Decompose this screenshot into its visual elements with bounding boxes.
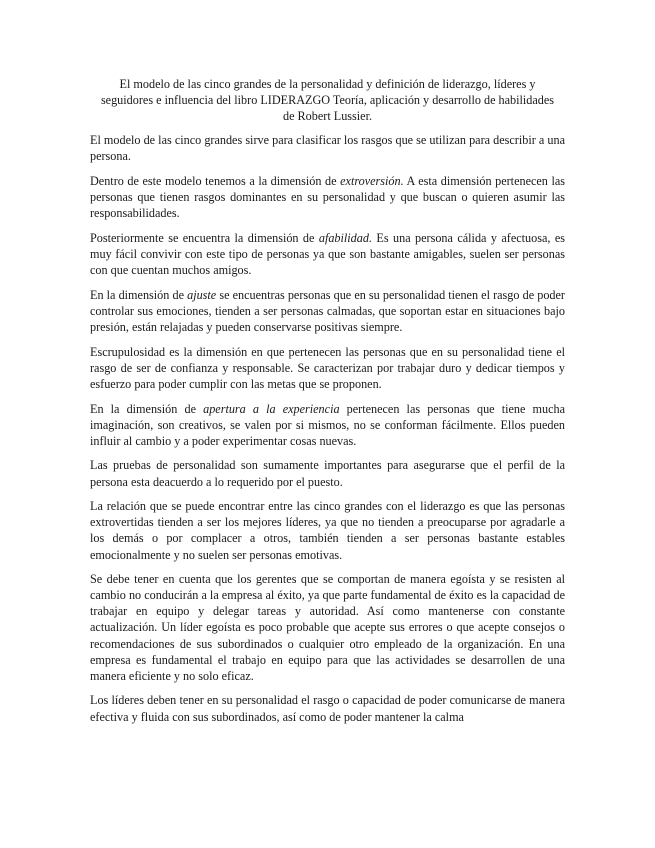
paragraph-9 xyxy=(90,571,565,684)
paragraph-6-text-end: pertenecen las personas que tiene mucha imaginación, son creativos, se valen por si mismos, no se conforman fácilmente. Ellos pueden influir al cambio y a poder experimentar cosas nuevas. xyxy=(90,401,565,448)
paragraph-3 xyxy=(90,230,565,278)
paragraph-10 xyxy=(90,692,565,724)
paragraph-7 xyxy=(90,457,565,489)
paragraph-4-emphasis: ajuste xyxy=(187,287,217,302)
paragraph-4-text-end: se encuentras personas que en su personalidad tienen el rasgo de poder controlar sus emociones, tienden a ser personas calmadas, que soportan estar en situaciones bajo presión, están relajadas y pueden conservarse positivas siempre. xyxy=(90,287,565,334)
paragraph-9-text: Se debe tener en cuenta que los gerentes que se comportan de manera egoísta y se resisten al cambio no conducirán a la empresa al éxito, ya que parte fundamental de éxito es la capacidad de trabajar en equipo y delegar tareas y autoridad. Así como mantenerse con constante actualización. Un líder egoísta es poco probable que acepte sus errores o que acepte consejos o recomendaciones de sus subordinados o cualquier otro empleado de la organización. En una empresa es fundamental el trabajo en equipo para que las actividades se desarrollen de una manera eficiente y no solo eficaz. xyxy=(90,572,565,683)
paragraph-3-text-start: Posteriormente se encuentra la dimensión de xyxy=(90,230,319,245)
paragraph-3-text-end: Es una persona cálida y afectuosa, es muy fácil convivir con este tipo de personas ya que son bastante amigables, suelen ser personas con que cuentan muchos amigos. xyxy=(90,230,565,278)
document-title: El modelo de las cinco grandes de la personalidad y definición de liderazgo, líderes y seguidores e influencia del libro LIDERAZGO Teoría, aplicación y desarrollo de habilidades de Robert Lussier. xyxy=(100,77,555,124)
paragraph-2-emphasis: extroversión. xyxy=(340,174,404,189)
paragraph-3-emphasis: afabilidad. xyxy=(318,230,373,245)
paragraph-6-emphasis: apertura a la experiencia xyxy=(203,401,340,416)
paragraph-4-text-start: En la dimensión de xyxy=(90,287,188,302)
paragraph-8-text: La relación que se puede encontrar entre las cinco grandes con el liderazgo es que las personas extrovertidas tienden a ser los mejores líderes, ya que no tienden a preocuparse por agradarle a los demás o por complacer a otros, también tienden a ser personas bastante estables emocionalmente y no suelen ser personas emotivas. xyxy=(90,499,565,562)
paragraph-5-text: Escrupulosidad es la dimensión en que pertenecen las personas que en su personalidad tiene el rasgo de ser de confianza y responsable. Se caracterizan por trabajar duro y dedicar tiempos y esfuerzo para poder cumplir con las metas que se proponen. xyxy=(90,344,565,391)
paragraph-4 xyxy=(90,287,565,335)
paragraph-1 xyxy=(90,132,565,164)
paragraph-10-text: Los líderes deben tener en su personalidad el rasgo o capacidad de poder comunicarse de manera efectiva y fluida con sus subordinados, así como de poder mantener la calma xyxy=(90,693,565,724)
paragraph-6 xyxy=(90,401,565,449)
paragraph-6-text-start: En la dimensión de xyxy=(90,401,204,416)
paragraph-8 xyxy=(90,498,565,562)
document-page xyxy=(90,76,565,733)
paragraph-2-text-end: A esta dimensión pertenecen las personas que tienen rasgos dominantes en su personalidad y que buscan o quieren asumir las responsabilidades. xyxy=(90,174,566,221)
paragraph-2-text-start: Dentro de este modelo tenemos a la dimensión de xyxy=(90,174,341,189)
paragraph-1-text: El modelo de las cinco grandes sirve para clasificar los rasgos que se utilizan para describir a una persona. xyxy=(90,133,565,164)
paragraph-7-text: Las pruebas de personalidad son sumamente importantes para asegurarse que el perfil de la persona esta deacuerdo a lo requerido por el puesto. xyxy=(90,458,565,489)
paragraph-2 xyxy=(90,173,565,221)
paragraph-5 xyxy=(90,344,565,392)
